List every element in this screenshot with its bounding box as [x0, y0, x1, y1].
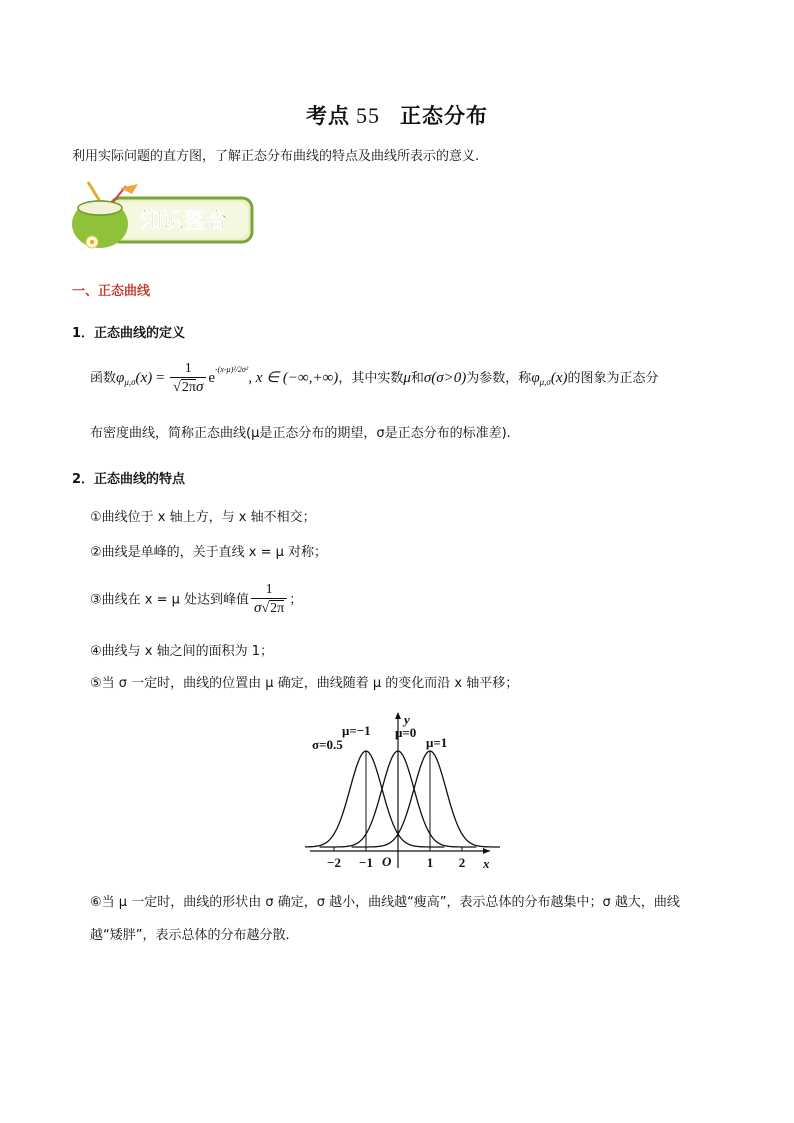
- umbrella-icon: [120, 184, 138, 194]
- title-number: 55: [356, 103, 380, 128]
- feature-6-line-1: ⑥当 μ 一定时，曲线的形状由 σ 确定，σ 越小，曲线越“瘦高”，表示总体的分布越集中；σ 越大，曲线: [90, 895, 680, 910]
- fraction-numerator: 1: [170, 361, 206, 378]
- fraction-denominator: √2πσ: [173, 378, 204, 395]
- x-axis-arrow-icon: [483, 848, 490, 854]
- y-axis-label: y: [404, 712, 410, 727]
- feature-6-line-2: 越“矮胖”，表示总体的分布越分散.: [90, 928, 290, 943]
- feature-4: ④曲线与 x 轴之间的面积为 1；: [90, 644, 274, 659]
- sqrt-two-pi: 2π: [181, 379, 196, 395]
- feature-3-end: ；: [289, 592, 303, 608]
- annotation-mu-neg1: μ=−1: [342, 723, 371, 738]
- intro-text: 利用实际问题的直方图，了解正态分布曲线的特点及曲线所表示的意义.: [72, 149, 480, 164]
- flower-center-icon: [90, 240, 94, 244]
- annotation-mu-0: μ=0: [395, 725, 417, 740]
- knowledge-banner: [68, 180, 258, 255]
- y-axis-arrow-icon: [395, 712, 401, 719]
- coconut-top-icon: [78, 201, 122, 215]
- phi-subscript-2: μ,σ: [539, 377, 551, 387]
- density-fraction: [170, 361, 206, 397]
- feature-3-text: ③曲线在 x = μ 处达到峰值: [90, 592, 250, 608]
- annotation-mu-1: μ=1: [426, 735, 448, 750]
- section-heading-normal-curve: 一、正态曲线: [72, 284, 151, 299]
- definition-line-1: [90, 360, 659, 397]
- denominator-sigma: σ: [195, 378, 204, 395]
- origin-label: O: [382, 854, 392, 869]
- euler-e: e: [208, 370, 216, 386]
- peak-denominator: σ√2π: [254, 600, 285, 616]
- peak-numerator: 1: [251, 582, 287, 599]
- def-lead: 函数: [90, 371, 117, 386]
- x-tick-label: −1: [359, 855, 373, 870]
- x-tick-label: −2: [327, 855, 341, 870]
- equals-sign: =: [152, 370, 169, 386]
- definition-line-2: 布密度曲线，简称正态曲线(μ是正态分布的期望，σ是正态分布的标准差).: [90, 426, 511, 441]
- feature-3: [90, 582, 302, 618]
- def-text-1: ，其中实数: [338, 371, 404, 386]
- phi-argument-2: (x): [550, 370, 568, 386]
- page-title: [0, 100, 794, 130]
- feature-5: ⑤当 σ 一定时，曲线的位置由 μ 确定，曲线随着 μ 的变化而沿 x 轴平移；: [90, 676, 519, 691]
- peak-fraction: [251, 582, 287, 618]
- peak-sqrt-two-pi: 2π: [270, 601, 285, 616]
- annotation-sigma: σ=0.5: [312, 737, 343, 752]
- curve-mu-1: [352, 751, 500, 847]
- curves-group: [305, 751, 500, 851]
- def-text-3: 的图象为正态分: [567, 371, 659, 386]
- normal-curves-chart: [305, 708, 500, 878]
- sigma-condition: σ(σ>0): [423, 370, 467, 386]
- def-and: 和: [410, 371, 424, 386]
- x-tick-label: 2: [458, 855, 466, 870]
- feature-1: ①曲线位于 x 轴上方，与 x 轴不相交；: [90, 510, 316, 525]
- banner-text: 知识整合: [139, 209, 229, 234]
- feature-2: ②曲线是单峰的，关于直线 x = μ 对称；: [90, 545, 328, 560]
- x-tick-label: 1: [426, 855, 434, 870]
- title-text: 正态分布: [400, 104, 488, 128]
- curve-mu-neg1: [305, 751, 444, 847]
- subheading-definition: 1．正态曲线的定义: [72, 326, 186, 341]
- mu-symbol: μ: [403, 370, 411, 386]
- phi-argument: (x): [135, 370, 153, 386]
- phi-symbol: φ: [116, 370, 125, 386]
- peak-sigma: σ: [254, 600, 262, 616]
- subheading-features: 2．正态曲线的特点: [72, 472, 186, 487]
- exponent: -(x-μ)²/2σ²: [215, 365, 249, 374]
- phi-subscript: μ,σ: [124, 377, 136, 387]
- def-text-2: 为参数，称: [466, 371, 532, 386]
- x-axis-label: x: [483, 856, 490, 871]
- phi-symbol-2: φ: [531, 370, 540, 386]
- title-prefix: 考点: [306, 104, 350, 128]
- domain-text: , x ∈ (−∞,+∞): [248, 370, 339, 386]
